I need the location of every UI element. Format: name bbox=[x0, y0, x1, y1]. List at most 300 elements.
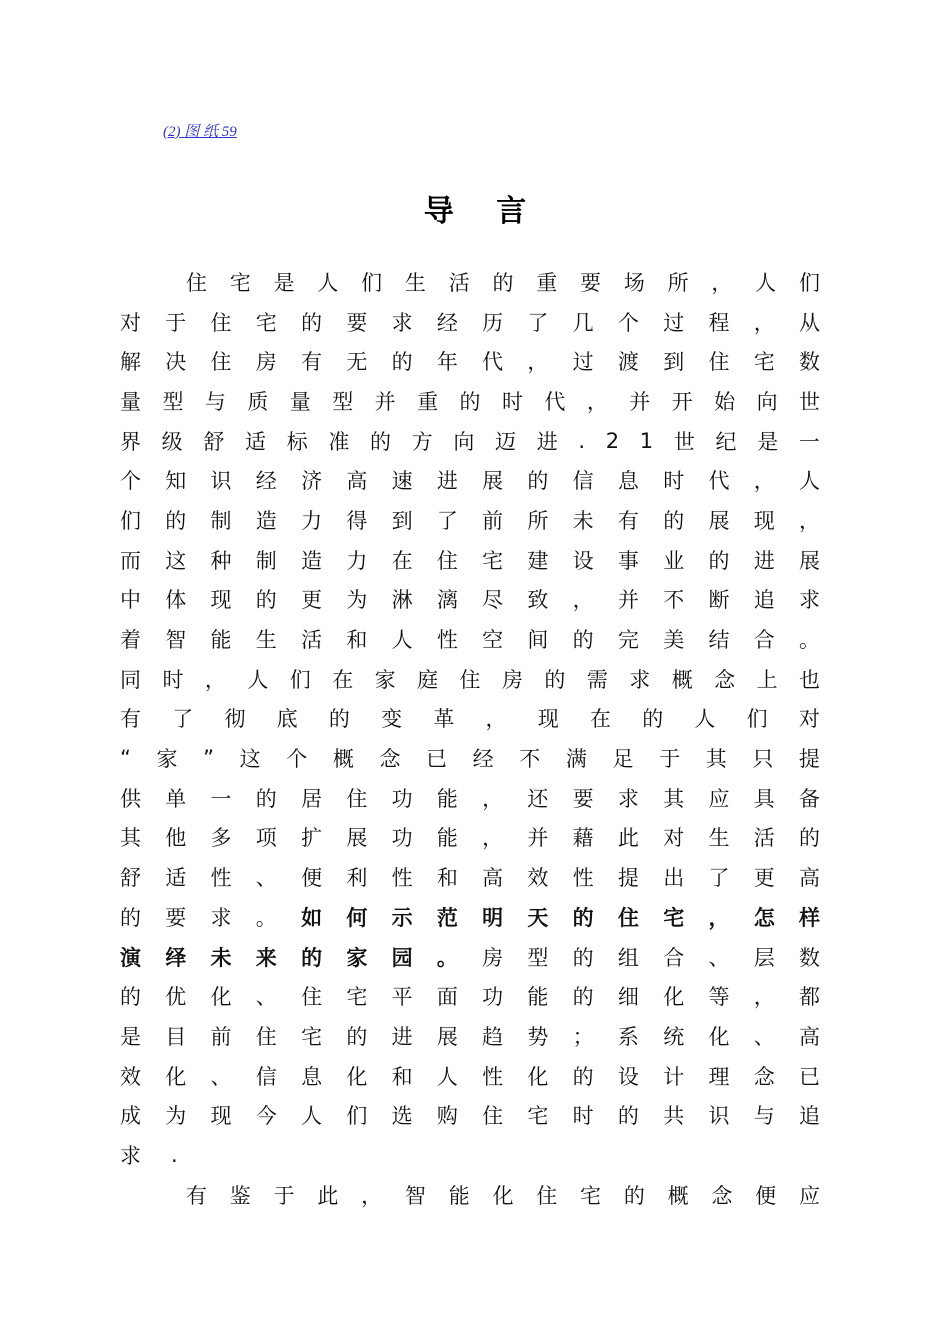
text-char: 化 bbox=[492, 1183, 514, 1208]
text-char: 一 bbox=[798, 429, 820, 454]
text-char: 智 bbox=[404, 1183, 426, 1208]
text-char: ； bbox=[572, 1024, 594, 1049]
text-char: 这 bbox=[239, 747, 261, 772]
text-char: 人 bbox=[694, 707, 716, 732]
text-char: 底 bbox=[276, 707, 298, 732]
text-char: 致 bbox=[527, 588, 549, 613]
text-char: 计 bbox=[663, 1064, 685, 1089]
text-char: 知 bbox=[165, 469, 187, 494]
text-char: 场 bbox=[623, 270, 645, 295]
paragraph-line bbox=[120, 857, 820, 897]
text-char: 住 bbox=[255, 1024, 277, 1049]
text-char: 于 bbox=[165, 310, 187, 335]
text-char: 展 bbox=[482, 469, 504, 494]
text-char: 重 bbox=[536, 270, 558, 295]
text-char: 1 bbox=[639, 428, 654, 453]
text-char: 个 bbox=[120, 469, 141, 494]
text-char: 只 bbox=[752, 747, 774, 772]
text-char: 了 bbox=[527, 310, 549, 335]
text-char: 得 bbox=[346, 508, 368, 533]
text-char: 历 bbox=[482, 310, 504, 335]
text-char: 鉴 bbox=[229, 1183, 251, 1208]
text-char: 人 bbox=[436, 1064, 458, 1089]
text-char: 演 bbox=[120, 945, 141, 970]
text-char: 的 bbox=[391, 350, 413, 375]
text-char: 怎 bbox=[753, 905, 775, 930]
text-char: 不 bbox=[663, 588, 685, 613]
text-char: 应 bbox=[708, 786, 730, 811]
text-char: 并 bbox=[629, 389, 651, 414]
text-char: 念 bbox=[379, 747, 401, 772]
text-char: 力 bbox=[346, 548, 368, 573]
text-char: 房 bbox=[255, 350, 277, 375]
text-char: 化 bbox=[663, 985, 685, 1010]
toc-link[interactable]: (2) 图 纸 59 bbox=[163, 124, 237, 140]
text-char: 着 bbox=[120, 628, 141, 653]
text-char: 经 bbox=[255, 469, 277, 494]
text-char: 范 bbox=[436, 905, 458, 930]
text-char: 性 bbox=[210, 866, 232, 891]
text-char: 们 bbox=[346, 1104, 368, 1129]
text-char: 了 bbox=[436, 508, 458, 533]
text-char: 无 bbox=[346, 350, 368, 375]
text-char: 现 bbox=[210, 588, 232, 613]
text-char: 而 bbox=[120, 548, 141, 573]
paragraph-line bbox=[120, 460, 820, 500]
text-char: 时 bbox=[572, 1104, 594, 1129]
text-char: 了 bbox=[172, 707, 194, 732]
text-char: 理 bbox=[708, 1064, 730, 1089]
text-char: 人 bbox=[301, 1104, 323, 1129]
text-char: 并 bbox=[527, 826, 549, 851]
text-char: 更 bbox=[753, 866, 775, 891]
text-char: 的 bbox=[301, 310, 323, 335]
text-char: 家 bbox=[156, 747, 178, 772]
text-char: 未 bbox=[572, 508, 594, 533]
text-char: 未 bbox=[210, 945, 232, 970]
text-char: 面 bbox=[436, 985, 458, 1010]
text-char: 设 bbox=[617, 1064, 639, 1089]
paragraph-line bbox=[120, 341, 820, 381]
text-char: 的 bbox=[798, 826, 820, 851]
text-char: 前 bbox=[210, 1024, 232, 1049]
text-char: ， bbox=[361, 1183, 383, 1208]
text-char: 住 bbox=[436, 548, 458, 573]
paragraph-line bbox=[120, 381, 820, 421]
text-char: 今 bbox=[255, 1104, 277, 1129]
text-char: 代 bbox=[708, 469, 730, 494]
text-char: 天 bbox=[527, 905, 549, 930]
text-char: 高 bbox=[798, 1024, 820, 1049]
text-char: 们 bbox=[289, 667, 311, 692]
text-char: 解 bbox=[120, 350, 141, 375]
text-char: 应 bbox=[798, 1183, 820, 1208]
text-char: 宅 bbox=[255, 310, 277, 335]
text-char: 足 bbox=[612, 747, 634, 772]
text-char: 所 bbox=[527, 508, 549, 533]
text-char: 具 bbox=[753, 786, 775, 811]
text-char: 们 bbox=[746, 707, 768, 732]
text-char: 与 bbox=[753, 1104, 775, 1129]
text-char: 展 bbox=[798, 548, 820, 573]
text-char: 优 bbox=[165, 985, 187, 1010]
text-char: 这 bbox=[165, 548, 187, 573]
text-char: 宅 bbox=[753, 350, 775, 375]
text-char: 人 bbox=[317, 270, 339, 295]
text-char: 是 bbox=[120, 1024, 141, 1049]
text-char: 时 bbox=[663, 469, 685, 494]
text-char: 、 bbox=[753, 1024, 775, 1049]
paragraph-line bbox=[120, 818, 820, 858]
text-char: 高 bbox=[798, 866, 820, 891]
text-char: 的 bbox=[572, 945, 594, 970]
text-char: 念 bbox=[753, 1064, 775, 1089]
text-char: 于 bbox=[273, 1183, 295, 1208]
text-char: 追 bbox=[753, 588, 775, 613]
text-char: 住 bbox=[536, 1183, 558, 1208]
text-char: 的 bbox=[120, 985, 141, 1010]
text-char: 和 bbox=[391, 1064, 413, 1089]
text-char: 进 bbox=[536, 429, 558, 454]
text-char: 概 bbox=[332, 747, 354, 772]
text-char: 进 bbox=[753, 548, 775, 573]
text-char: 求 bbox=[617, 786, 639, 811]
text-char: 制 bbox=[210, 508, 232, 533]
text-char: 程 bbox=[708, 310, 730, 335]
text-char: 人 bbox=[798, 469, 820, 494]
text-char: 已 bbox=[426, 747, 448, 772]
paragraph-line bbox=[120, 1056, 820, 1096]
text-char: 型 bbox=[527, 945, 549, 970]
paragraph-line bbox=[120, 976, 820, 1016]
text-char: 效 bbox=[527, 866, 549, 891]
text-char: 绎 bbox=[165, 945, 187, 970]
text-char: 淋 bbox=[391, 588, 413, 613]
text-char: 对 bbox=[663, 826, 685, 851]
text-char: 空 bbox=[482, 628, 504, 653]
text-char: ， bbox=[485, 707, 507, 732]
text-char: 是 bbox=[273, 270, 295, 295]
text-char: 化 bbox=[210, 985, 232, 1010]
text-char: 有 bbox=[120, 707, 141, 732]
text-char: 与 bbox=[204, 389, 226, 414]
text-char: 现 bbox=[753, 508, 775, 533]
text-char: 提 bbox=[617, 866, 639, 891]
text-char: 和 bbox=[346, 628, 368, 653]
text-char: ， bbox=[527, 350, 549, 375]
text-char: 住 bbox=[459, 667, 481, 692]
text-char: 代 bbox=[482, 350, 504, 375]
text-char: 层 bbox=[753, 945, 775, 970]
text-char: 信 bbox=[572, 469, 594, 494]
text-char: 求 bbox=[391, 310, 413, 335]
text-char: 展 bbox=[436, 1024, 458, 1049]
text-char: 、 bbox=[708, 945, 730, 970]
text-char: 房 bbox=[501, 667, 523, 692]
text-char: 彻 bbox=[224, 707, 246, 732]
text-char: 结 bbox=[708, 628, 730, 653]
text-char: 舒 bbox=[203, 429, 225, 454]
text-char: 在 bbox=[332, 667, 354, 692]
text-char: 求 bbox=[629, 667, 651, 692]
text-char: 界 bbox=[120, 429, 141, 454]
text-char: 向 bbox=[453, 429, 475, 454]
text-char: 们 bbox=[120, 508, 141, 533]
text-char: 更 bbox=[301, 588, 323, 613]
text-char: 功 bbox=[482, 985, 504, 1010]
text-char: 2 bbox=[605, 428, 620, 453]
text-char: 纪 bbox=[715, 429, 737, 454]
text-char: 住 bbox=[210, 310, 232, 335]
text-char: 设 bbox=[572, 548, 594, 573]
text-char: 尽 bbox=[482, 588, 504, 613]
text-char: ， bbox=[711, 270, 733, 295]
text-char: 标 bbox=[286, 429, 308, 454]
text-char: 并 bbox=[374, 389, 396, 414]
text-char: 方 bbox=[411, 429, 433, 454]
text-char: 还 bbox=[527, 786, 549, 811]
text-char: 有 bbox=[301, 350, 323, 375]
text-char: 细 bbox=[617, 985, 639, 1010]
text-char: 庭 bbox=[417, 667, 439, 692]
text-char: 住 bbox=[708, 350, 730, 375]
text-char: 在 bbox=[391, 548, 413, 573]
text-char: 有 bbox=[617, 508, 639, 533]
text-char: ， bbox=[708, 905, 730, 930]
text-char: 的 bbox=[572, 628, 594, 653]
text-char: “ bbox=[120, 746, 131, 771]
text-char: 型 bbox=[332, 389, 354, 414]
text-char: 到 bbox=[663, 350, 685, 375]
text-char: 断 bbox=[708, 588, 730, 613]
text-char: 利 bbox=[346, 866, 368, 891]
text-char: 居 bbox=[301, 786, 323, 811]
document-body bbox=[120, 262, 820, 1215]
text-char: 重 bbox=[417, 389, 439, 414]
text-char: 系 bbox=[617, 1024, 639, 1049]
text-char: 住 bbox=[186, 270, 207, 295]
text-char: 也 bbox=[799, 667, 820, 692]
text-char: 要 bbox=[165, 905, 187, 930]
text-char: 所 bbox=[667, 270, 689, 295]
text-char: 的 bbox=[544, 667, 566, 692]
text-char: 要 bbox=[346, 310, 368, 335]
text-char: 来 bbox=[255, 945, 277, 970]
text-char: 世 bbox=[673, 429, 695, 454]
text-char: 多 bbox=[210, 826, 232, 851]
text-char: 藉 bbox=[572, 826, 594, 851]
paragraph-line bbox=[120, 778, 820, 818]
text-char: 事 bbox=[617, 548, 639, 573]
text-char: 能 bbox=[436, 786, 458, 811]
text-char: 制 bbox=[255, 548, 277, 573]
text-char: 等 bbox=[708, 985, 730, 1010]
text-char: 人 bbox=[755, 270, 777, 295]
text-char: 趋 bbox=[482, 1024, 504, 1049]
text-char: 高 bbox=[482, 866, 504, 891]
text-char: 了 bbox=[708, 866, 730, 891]
text-char: 性 bbox=[391, 866, 413, 891]
text-char: 始 bbox=[714, 389, 736, 414]
text-char: 渡 bbox=[617, 350, 639, 375]
text-char: 需 bbox=[586, 667, 608, 692]
text-char: 的 bbox=[165, 508, 187, 533]
text-char: 力 bbox=[301, 508, 323, 533]
text-char: 的 bbox=[492, 270, 514, 295]
paragraph-line bbox=[120, 302, 820, 342]
text-char: 住 bbox=[617, 905, 639, 930]
paragraph-line bbox=[120, 937, 820, 977]
text-char: 其 bbox=[705, 747, 727, 772]
text-char: 量 bbox=[120, 389, 141, 414]
text-char: 向 bbox=[756, 389, 778, 414]
text-char: 此 bbox=[617, 826, 639, 851]
text-char: 的 bbox=[120, 905, 141, 930]
text-char: 人 bbox=[391, 628, 413, 653]
text-char: 求 bbox=[120, 1143, 141, 1168]
paragraph-line bbox=[120, 619, 820, 659]
text-char: 活 bbox=[301, 628, 323, 653]
text-char: 势 bbox=[527, 1024, 549, 1049]
text-char: 和 bbox=[436, 866, 458, 891]
text-char: 、 bbox=[255, 985, 277, 1010]
text-char: 、 bbox=[210, 1064, 232, 1089]
text-char: 年 bbox=[436, 350, 458, 375]
text-char: 中 bbox=[120, 588, 141, 613]
text-char: 同 bbox=[120, 667, 141, 692]
text-char: 级 bbox=[161, 429, 183, 454]
text-char: 一 bbox=[210, 786, 232, 811]
text-char: 如 bbox=[301, 905, 323, 930]
text-char: 种 bbox=[210, 548, 232, 573]
text-char: 的 bbox=[459, 389, 481, 414]
text-char: 都 bbox=[798, 985, 820, 1010]
text-char: 个 bbox=[617, 310, 639, 335]
text-char: 组 bbox=[617, 945, 639, 970]
text-char: 出 bbox=[663, 866, 685, 891]
text-char: 住 bbox=[301, 985, 323, 1010]
text-char: 宅 bbox=[346, 985, 368, 1010]
text-char: ， bbox=[753, 310, 775, 335]
text-char: 此 bbox=[317, 1183, 339, 1208]
text-char: 是 bbox=[757, 429, 779, 454]
text-char: 的 bbox=[328, 707, 350, 732]
text-char: 便 bbox=[301, 866, 323, 891]
text-char: 时 bbox=[162, 667, 184, 692]
text-char: 购 bbox=[436, 1104, 458, 1129]
text-char: 便 bbox=[755, 1183, 777, 1208]
text-char: 化 bbox=[165, 1064, 187, 1089]
text-char: 信 bbox=[255, 1064, 277, 1089]
text-char: 念 bbox=[711, 1183, 733, 1208]
text-char: 经 bbox=[436, 310, 458, 335]
text-char: 概 bbox=[667, 1183, 689, 1208]
text-char: 单 bbox=[165, 786, 187, 811]
text-char: 适 bbox=[245, 429, 267, 454]
text-char: 生 bbox=[255, 628, 277, 653]
text-char: ， bbox=[798, 508, 820, 533]
text-char: ， bbox=[204, 667, 226, 692]
text-char: 们 bbox=[798, 270, 820, 295]
page-title: 导 言 bbox=[423, 194, 543, 229]
text-char: 念 bbox=[714, 667, 736, 692]
text-char: 速 bbox=[391, 469, 413, 494]
text-char: 的 bbox=[708, 548, 730, 573]
text-char: 化 bbox=[346, 1064, 368, 1089]
text-char: 他 bbox=[165, 826, 187, 851]
text-char: 的 bbox=[572, 905, 594, 930]
text-char: 智 bbox=[165, 628, 187, 653]
text-char: 要 bbox=[580, 270, 602, 295]
text-char: 为 bbox=[346, 588, 368, 613]
text-char: 已 bbox=[798, 1064, 820, 1089]
text-char: 时 bbox=[501, 389, 523, 414]
text-char: 功 bbox=[391, 786, 413, 811]
text-char: 代 bbox=[544, 389, 566, 414]
text-char: 。 bbox=[436, 945, 458, 970]
text-char: 房 bbox=[482, 945, 504, 970]
text-char: 性 bbox=[436, 628, 458, 653]
text-char: 满 bbox=[565, 747, 587, 772]
text-char: 合 bbox=[663, 945, 685, 970]
text-char: 对 bbox=[798, 707, 820, 732]
text-char: 进 bbox=[436, 469, 458, 494]
text-char: ， bbox=[572, 588, 594, 613]
text-char: 要 bbox=[572, 786, 594, 811]
text-char: ， bbox=[753, 985, 775, 1010]
text-char: 并 bbox=[617, 588, 639, 613]
text-char: 扩 bbox=[301, 826, 323, 851]
text-char: 几 bbox=[572, 310, 594, 335]
text-char: 迈 bbox=[495, 429, 517, 454]
text-char: 在 bbox=[589, 707, 611, 732]
text-char: 为 bbox=[165, 1104, 187, 1129]
text-char: 漓 bbox=[436, 588, 458, 613]
text-char: 家 bbox=[374, 667, 396, 692]
text-char: 人 bbox=[247, 667, 269, 692]
text-char: 济 bbox=[301, 469, 323, 494]
text-char: ， bbox=[482, 826, 504, 851]
text-char: 间 bbox=[527, 628, 549, 653]
text-char: 。 bbox=[798, 628, 820, 653]
paragraph-line bbox=[120, 1095, 820, 1135]
text-char: 宅 bbox=[301, 1024, 323, 1049]
paragraph-line bbox=[120, 897, 820, 937]
text-char: 的 bbox=[572, 985, 594, 1010]
text-char: 活 bbox=[448, 270, 470, 295]
text-char: 何 bbox=[346, 905, 368, 930]
text-char: 能 bbox=[436, 826, 458, 851]
text-char: 们 bbox=[361, 270, 383, 295]
text-char: 于 bbox=[659, 747, 681, 772]
text-char: 上 bbox=[756, 667, 778, 692]
text-char: 园 bbox=[391, 945, 413, 970]
text-char: 革 bbox=[433, 707, 455, 732]
text-char: 的 bbox=[527, 469, 549, 494]
text-char: 业 bbox=[663, 548, 685, 573]
text-char: 建 bbox=[527, 548, 549, 573]
text-char: 项 bbox=[255, 826, 277, 851]
text-char: 能 bbox=[527, 985, 549, 1010]
paragraph-line bbox=[120, 699, 820, 739]
text-char: 的 bbox=[346, 1024, 368, 1049]
text-char: 的 bbox=[255, 588, 277, 613]
text-char: 高 bbox=[346, 469, 368, 494]
text-char: 活 bbox=[753, 826, 775, 851]
text-char: ， bbox=[753, 469, 775, 494]
text-char: 造 bbox=[255, 508, 277, 533]
text-char: 世 bbox=[799, 389, 820, 414]
